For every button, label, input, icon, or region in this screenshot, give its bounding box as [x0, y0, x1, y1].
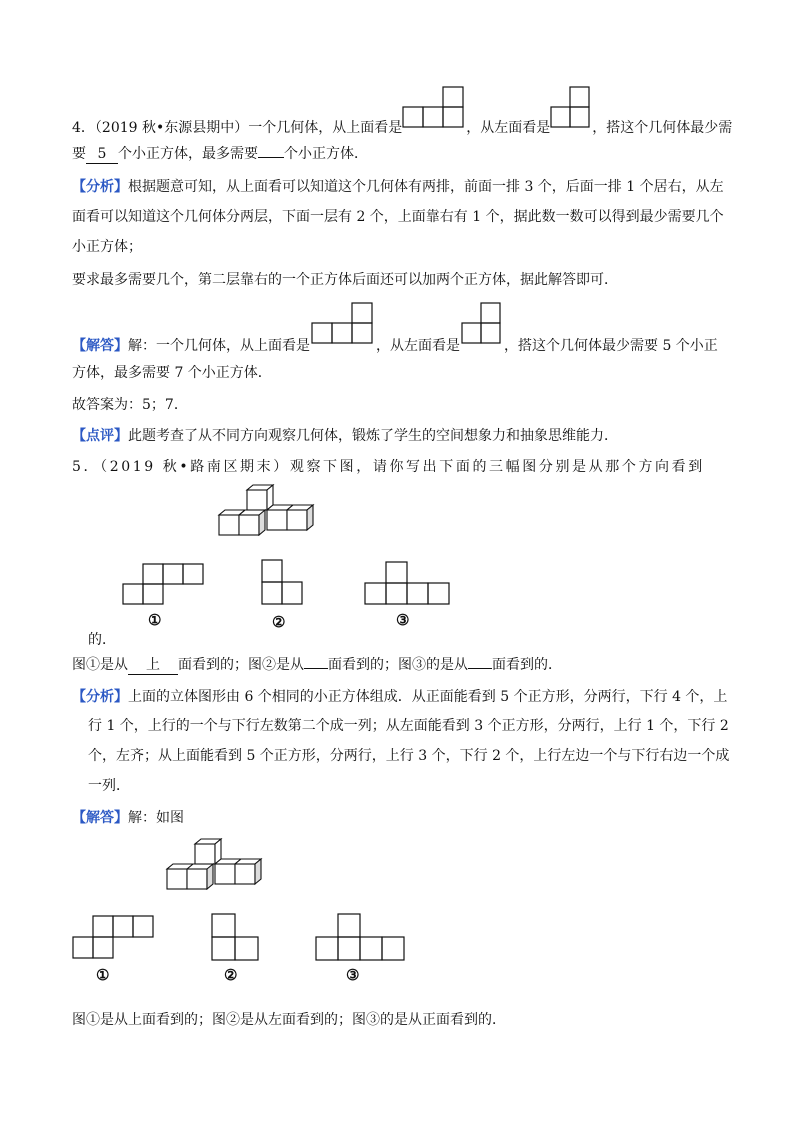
solution-top-view-figure: [310, 330, 376, 350]
q5-line3: 图①是从 上 面看到的；图②是从 面看到的；图③的是从 面看到的．: [72, 657, 562, 673]
q4-comment: 【点评】此题考查了从不同方向观察几何体，锻炼了学生的空间想象力和抽象思维能力．: [72, 428, 618, 444]
q4-line2: 要 5 个小正方体，最多需要 个小正方体．: [72, 146, 368, 162]
q5-analysis-3: 个，左齐；从上面能看到 5 个正方形，分两行，上行 3 个，下行 2 个，上行左边一个与下行右边一个成: [88, 748, 730, 764]
q5-label-3: ③: [396, 611, 410, 629]
blank-direction-2: [304, 668, 328, 669]
q4-line1: 4．（2019 秋•东源县期中）一个几何体，从上面看是 ，从左面看是 ，搭这个几何体最少需: [72, 112, 732, 138]
q5-label-2: ②: [272, 613, 286, 631]
q5-view-3: [364, 560, 452, 606]
q4-solution-1: 【解答】解：一个几何体，从上面看是 ，从左面看是 ，搭这个几何体最少需要 5 个小正: [72, 330, 718, 356]
q4-analysis-4: 要求最多需要几个，第二层靠右的一个正方体后面还可以加两个正方体，据此解答即可．: [72, 272, 618, 288]
blank-min: 5: [86, 146, 118, 164]
q5-line1: 5．（2019 秋•路南区期末）观察下图，请你写出下面的三幅图分别是从那个方向看到: [72, 459, 705, 475]
left-view-figure: [550, 112, 592, 132]
q4-answer: 故答案为：5；7．: [72, 397, 188, 413]
q5-solution-label-2: ②: [224, 966, 238, 984]
blank-max: [258, 157, 284, 158]
q5-analysis-1: 【分析】上面的立体图形由 6 个相同的小正方体组成．从正面能看到 5 个正方形，分两行，下行 4 个，上: [72, 689, 728, 705]
q5-solution: 【解答】解：如图: [72, 810, 184, 826]
q4-analysis-1: 【分析】根据题意可知，从上面看可以知道这个几何体有两排，前面一排 3 个，后面一排 1 个居右，从左: [72, 179, 724, 195]
q4-analysis-2: 面看可以知道这个几何体分两层，下面一层有 2 个，上面靠右有 1 个，据此数一数可以得到最少需要几个: [72, 209, 724, 225]
q5-solid-figure: [216, 484, 326, 536]
q5-solution-solid-figure: [164, 838, 276, 890]
q5-solution-view-1: [72, 914, 156, 960]
q5-analysis-4: 一列．: [88, 778, 130, 794]
q5-label-1: ①: [148, 611, 162, 629]
top-view-figure: [402, 112, 466, 132]
q5-solution-label-3: ③: [346, 966, 360, 984]
q5-solution-label-1: ①: [96, 966, 110, 984]
q4-solution-2: 方体，最多需要 7 个小正方体．: [72, 365, 272, 381]
q5-conclusion: 图①是从上面看到的；图②是从左面看到的；图③的是从正面看到的．: [72, 1012, 506, 1028]
q5-solution-view-3: [314, 912, 406, 962]
blank-direction-3: [468, 668, 492, 669]
solution-left-view-figure: [460, 330, 504, 350]
q5-line2: 的．: [88, 632, 116, 648]
blank-direction-1: 上: [128, 657, 178, 675]
q5-solution-view-2: [210, 912, 262, 962]
q5-analysis-2: 行 1 个，上行的一个与下行左数第二个成一列；从左面能看到 3 个正方形，分两行，上行 1 个，下行 2: [88, 718, 729, 734]
q5-view-1: [122, 562, 206, 606]
q4-analysis-3: 小正方体；: [72, 239, 142, 255]
q5-view-2: [260, 558, 306, 606]
